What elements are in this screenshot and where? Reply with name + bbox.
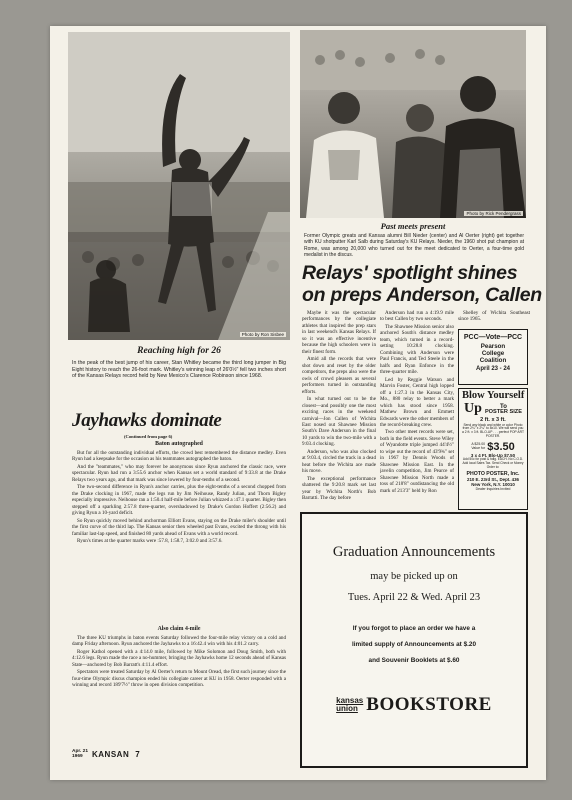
poster-ad-small-print: Send any black and white or color Photo from 2¼" x 2¼" to 8x10. We will send you a 2 ft. x 3 ft. BLO-UP . . . perfect POP ART POSTER.	[462, 422, 524, 439]
article-paragraph: But for all the outstanding individual efforts, the crowd best remembered the distance medley. Even Ryun had a keepsake for the occasion as his teammates autographed the baton.	[72, 450, 286, 463]
article-paragraph: Shelley of Wichita Southeast since 1965.	[458, 310, 530, 323]
bookstore-logo	[302, 694, 526, 716]
graduation-ad-line2: may be picked up on	[370, 571, 458, 582]
olympians-photo-art	[300, 30, 526, 218]
photo-credit: Photo by Ron Sisbee	[241, 332, 284, 337]
poster-ad-price-row	[462, 441, 524, 453]
photo-credit: Photo by Rick Pendergrass	[466, 211, 521, 216]
article-paragraph: In what turned out to be the closest—and possibly one the most exciting races in the weekend carnival—Jon Callen of Wichita East nosed out Shawnee Mission South's Dave Anderson in the final 10 yards to win the two-mile with a 9:03.4 clocking.	[302, 396, 376, 448]
pcc-ad-dates: April 23 - 24	[475, 366, 510, 372]
poster-ad-size-block	[485, 404, 522, 416]
photo-caption-title: Past meets present	[380, 221, 446, 231]
graduation-ad-title: Graduation Announcements	[332, 544, 496, 560]
poster-ad-title-line2	[462, 402, 524, 416]
article-paragraph: Amid all the records that were shot down and reset by the older competitors, the preps also were the owls of crowd pleasers as several performers turned in outstanding efforts.	[302, 356, 376, 395]
footer-date	[72, 750, 88, 760]
pcc-ad-line3: College	[481, 350, 505, 357]
subhead-four-mile: Also claim 4-mile	[157, 626, 201, 632]
photo-caption: In the peak of the best jump of his career, Stan Whitley became the third long jumper in Big Eight history to reach the 26-foot mark. Whitley's winning leap of 26'0½" fell two inches short of the Kansas Relays record held by New Mexico's Clarence Robinson since 1968.	[72, 360, 286, 380]
relays-headline-line2: on preps Anderson, Callen	[302, 284, 542, 306]
article-paragraph: The Shawnee Mission senior also anchored South's distance medley team, which turned in a record-setting 10:28.8 clocking. Combining with Anderson were Paul Francis, and Ted Steele in the halfs and Ryan Enfonce in the three-quarter mile.	[380, 323, 454, 376]
poster-ad-dims: 2 ft. x 3 ft.	[480, 416, 506, 423]
graduation-ad-note2: limited supply of Announcements at $.20	[351, 641, 477, 648]
jayhawks-article-body2	[72, 635, 286, 745]
poster-ad-price-label: A $25.00 Value for	[471, 442, 486, 451]
poster-ad-title-line1: Blow Yourself	[462, 390, 525, 401]
graduation-ad-note3: and Souvenir Booklets at $.60	[368, 657, 460, 664]
article-paragraph: Maybe it was the spectacular performances by the collegiate athletes that inspired the prep stars in last weekend's Kansas Relays. If so it was an effective incentive because the high schoolers were in their finest form.	[302, 310, 376, 355]
footer-paper-name: KANSAN	[92, 750, 130, 760]
poster-ad-title	[462, 391, 524, 416]
graduation-ad	[300, 512, 528, 768]
poster-ad-company: PHOTO POSTER, Inc.	[466, 470, 520, 477]
continued-note: (Continued from page 6)	[124, 434, 173, 439]
article-paragraph: The two-second difference in Ryun's anchor carries, plus the eight-tenths of a second chopped from the Drake clocking in 1967, made the legs run by Jim Neihouse, Randy Julian, and Thorn Bigley especially impressive. Neihouse ran a 1:50.4 half-mile before Julian whizzed a :47.1 quarter. Bigley then stepped off a sparkling 2:57.8 three-quarter, overshadowed by Drake's Gordon Hoffert (2:56.2) and giving Ryun a 10-yard deficit.	[72, 484, 286, 517]
graduation-ad-dates: Tues. April 22 & Wed. April 23	[347, 592, 481, 603]
logo-bookstore: BOOKSTORE	[366, 694, 492, 715]
pcc-ad-line1: PCC—Vote—PCC	[463, 334, 523, 341]
poster-ad-dealer: Dealer Inquiries Invited	[475, 486, 511, 491]
logo-union: union	[336, 704, 358, 713]
footer-page-number: 7	[135, 750, 140, 760]
photo-caption: Former Olympic greats and Kansas alumni Bill Nieder (center) and Al Oerter (right) get together with KU shotputter Karl Salb during Saturday's KU Relays. Nieder, the 1960 shot put champion at Rome, was among 20,000 who turned out for the meet dedicated to Oerter, a four-time gold medalist in the discus.	[304, 233, 524, 259]
article-paragraph: Ryun's times at the quarter marks were :57.8, 1:58.7, 3:02.0 and 3:57.6.	[77, 538, 223, 545]
article-paragraph: The three KU triumphs in baton events Saturday followed the four-mile relay victory on a cold and damp Friday afternoon. Ryun anchored the Jayhawks to a 16:42.4 win with his 4:01.2 carry.	[72, 635, 286, 648]
photo-caption-title: Reaching high for 26	[137, 346, 221, 356]
page-footer	[72, 750, 140, 760]
pcc-ad-line4: Coalition	[479, 357, 507, 364]
jayhawks-headline: Jayhawks dominate	[72, 410, 222, 431]
footer-date-line2: 1969	[72, 753, 83, 759]
article-paragraph: Spectators were treated Saturday by Al Oerter's return to Mount Oread, the first such journey since the four-time Olympic discus champion ended his collegiate career at KU in 1958. Oerter responded with a winning and record 189'7½" throw in open division competition.	[72, 669, 286, 689]
article-paragraph: Anderson had run a 4:19.9 mile to best Callen by two seconds.	[380, 310, 454, 323]
footer-date-line1: Apr. 21	[72, 749, 88, 754]
subhead-baton: Baton autographed	[155, 441, 203, 447]
poster-ad-price: $3.50	[487, 441, 515, 454]
article-paragraph: Two other meet records were set, both in the field events. Steve Wiley of Wyandotte triple jumped 44'4½" to wipe out the record of 43'9¾" set in 1967 by Dennis Woods of Shawnee Mission East. In the javelin competition, Jim Pearce of Shawnee Mission North made a toss of 218'8" outdistancing the old mark of 213'3" held by Ron	[380, 429, 454, 494]
newspaper-page	[50, 26, 546, 780]
high-jump-photo-art	[68, 32, 290, 340]
logo-kansas: kansas	[336, 696, 364, 706]
relays-article-col2	[380, 310, 454, 510]
graduation-ad-note1: If you forgot to place an order we have a	[352, 625, 476, 632]
bookstore-logo-small	[336, 697, 363, 712]
article-paragraph: The exceptional performance shattered the 9:20.8 mark set last year by Wichita North's Bob Barratti. The day before	[302, 475, 376, 502]
high-jump-photo	[68, 32, 290, 340]
jayhawks-article-body1	[72, 450, 286, 626]
article-paragraph: And the "teammates," who may forever be anonymous since Ryun anchored the classic race, were spectacular. Ryun had run a 3:55.6 anchor when Kansas set a world standard of 9:33.8 at the Drake Relays two years ago, and that mark was since lowered by four-tenths of a second.	[72, 463, 286, 483]
article-paragraph: Led by Reggie Watson and Marvin Foster, Central high lopped off a 1:27.3 in the Kansas City, Mo., 880 relay to better a mark which has stood since 1958. Mathew Brown and Emmett Edwards were the other members of the record-breaking crew.	[380, 376, 454, 428]
article-paragraph: Anderson, who was also clocked at 9:03.4, circled the track in a dead heat before the Wichita ace made his move.	[302, 448, 376, 475]
poster-ad-address1: 210 E. 23rd St., Dept. 436	[467, 476, 519, 482]
article-paragraph: So Ryun quickly moved behind anchorman Elliott Evans, staying on the Drake miler's shoulder until the first curve of the third lap. The Kansas senior then wheeled past Evans, excited the throng with his familiar last-lap speed, and finished 80 yards ahead of Evans with a world record.	[72, 517, 286, 537]
article-paragraph: Roger Kathol opened with a 4:14.0 mile, followed by Mike Solomon and Doug Smith, both with 4:12.6 legs. Ryun made the race a no-hummer, bringing the Jayhawks home 12 seconds ahead of Kansas State—anchored by Bob Barratt's 4:11.4 effort.	[72, 648, 286, 668]
relays-headline-line1: Relays' spotlight shines	[302, 262, 518, 284]
pcc-ad	[458, 329, 528, 385]
poster-ad-size: POSTER SIZE	[484, 408, 522, 415]
poster-ad-offer: 3 x 4 Ft. Blo-Up $7.50	[470, 453, 516, 459]
relays-article-col1	[302, 310, 376, 510]
olympians-photo	[300, 30, 526, 218]
poster-ad-small-print2: Add 50c for post & hdlg. EACH. No C.O.D. Add local Sales Tax. Send Check or Money Order to:	[462, 457, 524, 469]
poster-ad-to: To	[500, 403, 507, 410]
relays-article-col3	[458, 310, 530, 330]
poster-ad-up: Up	[464, 400, 482, 416]
pcc-ad-line2: Pearson	[480, 343, 506, 350]
poster-ad-address2: New York, N.Y. 10010	[471, 481, 515, 487]
poster-ad	[458, 388, 528, 510]
